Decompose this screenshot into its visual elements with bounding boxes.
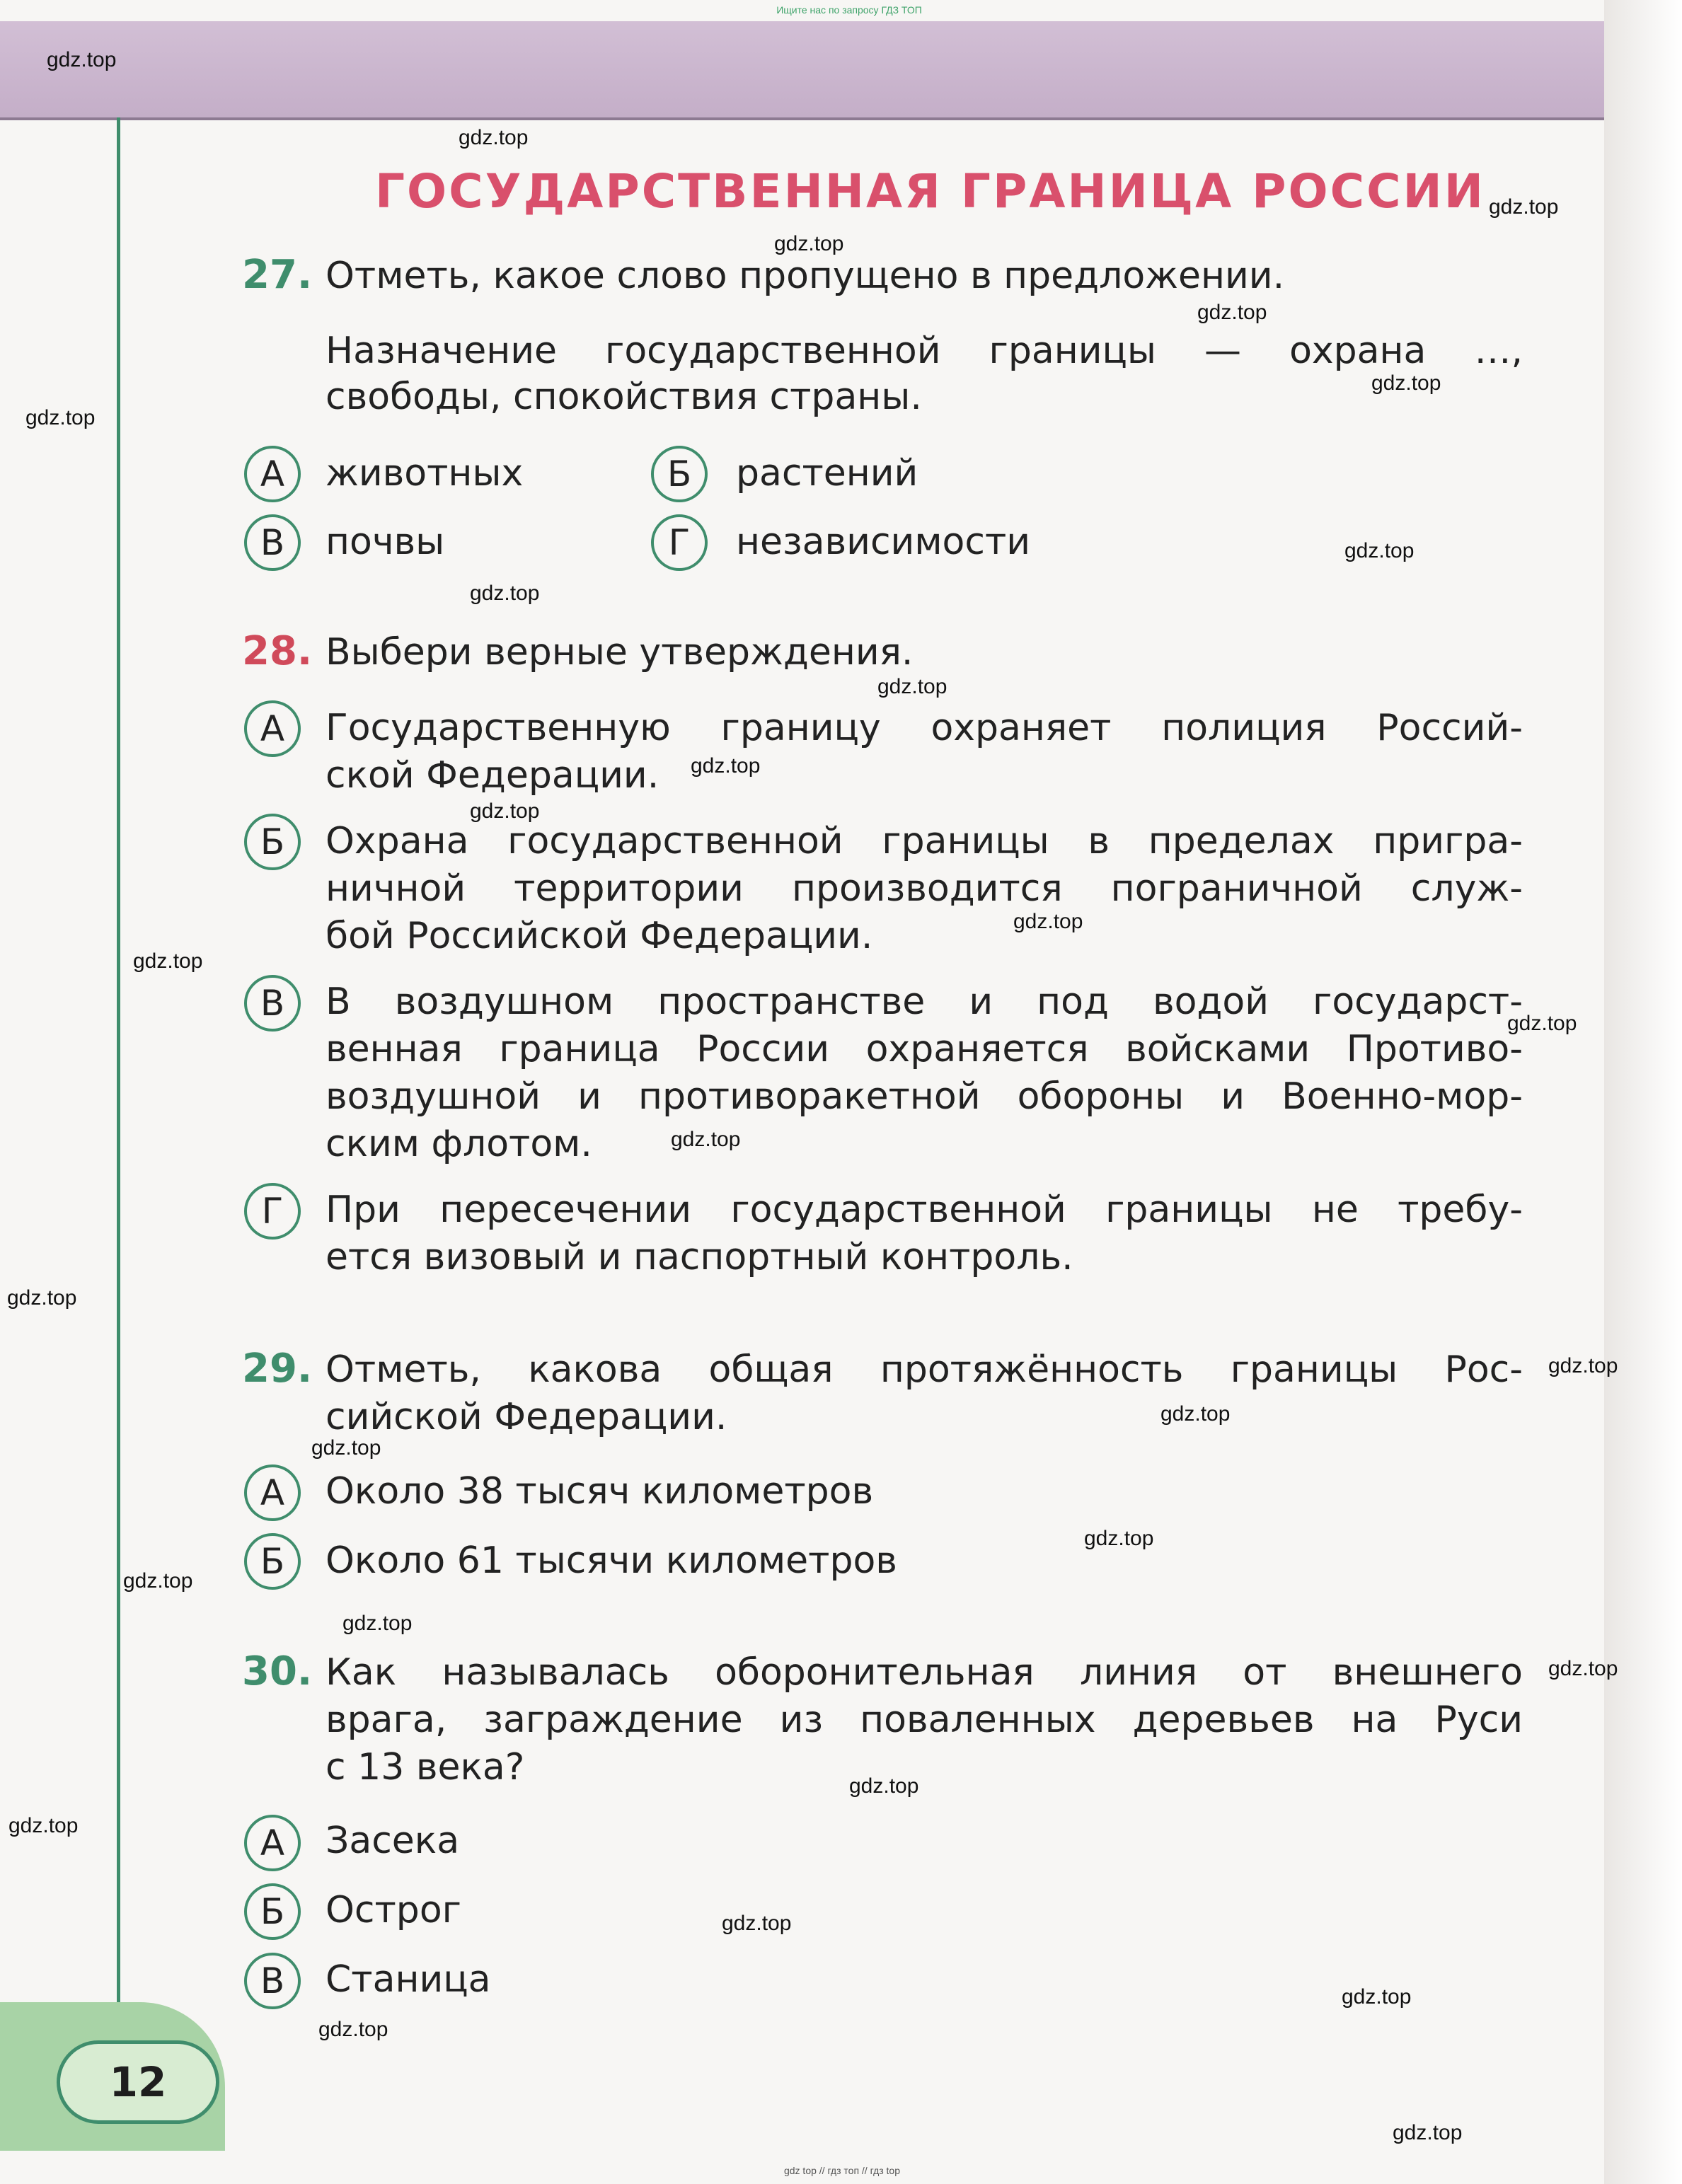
watermark: gdz.top	[1344, 539, 1415, 562]
q28-option-c-line3: воздушной и противоракетной обороны и Военно-мор-	[326, 1075, 1523, 1118]
watermark: gdz.top	[25, 406, 96, 429]
watermark: gdz.top	[1507, 1012, 1577, 1035]
q30-option-b-text: Острог	[326, 1889, 461, 1931]
watermark: gdz.top	[133, 949, 203, 973]
q27-sentence-line2: свободы, спокойствия страны.	[326, 376, 922, 418]
q28-option-c-line4: ским флотом.	[326, 1123, 592, 1165]
q30-option-c-text: Станица	[326, 1958, 491, 2001]
q28-option-d-line2: ется визовый и паспортный контроль.	[326, 1236, 1073, 1278]
watermark: gdz.top	[123, 1569, 193, 1593]
header-band	[0, 21, 1606, 120]
top-note: Ищите нас по запросу ГДЗ ТОП	[776, 4, 922, 16]
q28-option-a-line2: ской Федерации.	[326, 754, 659, 797]
watermark: gdz.top	[722, 1912, 792, 1935]
q27-sentence-line1: Назначение государственной границы — охрана …,	[326, 330, 1523, 372]
watermark: gdz.top	[47, 48, 117, 71]
watermark: gdz.top	[7, 1286, 77, 1310]
watermark: gdz.top	[849, 1774, 919, 1798]
watermark: gdz.top	[311, 1436, 381, 1460]
watermark: gdz.top	[470, 799, 540, 823]
watermark: gdz.top	[1548, 1657, 1618, 1680]
watermark: gdz.top	[470, 582, 540, 605]
q29-option-a-text: Около 38 тысяч километров	[326, 1470, 874, 1513]
q28-option-b-circle[interactable]: Б	[244, 814, 301, 870]
q27-option-a-circle[interactable]: А	[244, 446, 301, 502]
q30-option-c-circle[interactable]: В	[244, 1953, 301, 2009]
page-title: ГОСУДАРСТВЕННАЯ ГРАНИЦА РОССИИ	[375, 164, 1486, 219]
q28-option-d-circle[interactable]: Г	[244, 1183, 301, 1240]
watermark: gdz.top	[774, 232, 844, 255]
watermark: gdz.top	[1371, 371, 1441, 395]
watermark: gdz.top	[1084, 1527, 1154, 1550]
q30-option-a-circle[interactable]: А	[244, 1815, 301, 1871]
watermark: gdz.top	[318, 2018, 388, 2041]
q28-prompt: Выбери верные утверждения.	[326, 631, 914, 674]
q27-option-d-circle[interactable]: Г	[651, 514, 708, 571]
watermark: gdz.top	[877, 675, 947, 698]
watermark: gdz.top	[1342, 1985, 1412, 2009]
q28-option-a-circle[interactable]: А	[244, 700, 301, 757]
watermark: gdz.top	[8, 1814, 79, 1837]
q29-option-b-circle[interactable]: Б	[244, 1533, 301, 1590]
q28-option-b-line1: Охрана государственной границы в пределах пригра-	[326, 820, 1523, 862]
q28-option-c-line2: венная граница России охраняется войсками Противо-	[326, 1028, 1523, 1070]
watermark: gdz.top	[1393, 2121, 1463, 2144]
q27-option-b-circle[interactable]: Б	[651, 446, 708, 502]
q27-option-b-text: растений	[736, 452, 918, 495]
q28-option-c-circle[interactable]: В	[244, 975, 301, 1032]
watermark: gdz.top	[1013, 910, 1083, 933]
bottom-note: gdz top // гдз топ // гдз top	[783, 2165, 901, 2176]
q27-option-a-text: животных	[326, 452, 524, 495]
q28-option-a-line1: Государственную границу охраняет полиция Россий-	[326, 707, 1523, 749]
q30-prompt-line2: врага, заграждение из поваленных деревьев на Руси	[326, 1699, 1523, 1741]
q29-number: 29.	[242, 1346, 313, 1392]
watermark: gdz.top	[1160, 1402, 1231, 1426]
q29-option-b-text: Около 61 тысячи километров	[326, 1539, 897, 1582]
q28-option-b-line3: бой Российской Федерации.	[326, 915, 873, 957]
q28-option-c-line1: В воздушном пространстве и под водой государст-	[326, 981, 1523, 1023]
q27-option-c-circle[interactable]: В	[244, 514, 301, 571]
q27-option-d-text: независимости	[736, 521, 1031, 563]
q28-option-d-line1: При пересечении государственной границы не требу-	[326, 1189, 1523, 1231]
q27-number: 27.	[242, 252, 313, 298]
watermark: gdz.top	[1548, 1354, 1618, 1377]
q28-option-b-line2: ничной территории производится пограничной служ-	[326, 867, 1523, 910]
q28-number: 28.	[242, 628, 313, 674]
q30-number: 30.	[242, 1648, 313, 1694]
q30-option-b-circle[interactable]: Б	[244, 1883, 301, 1940]
watermark: gdz.top	[691, 754, 761, 778]
watermark: gdz.top	[671, 1128, 741, 1151]
q27-prompt: Отметь, какое слово пропущено в предложении.	[326, 255, 1285, 297]
watermark: gdz.top	[1489, 195, 1559, 219]
page-number: 12	[57, 2040, 219, 2124]
q30-prompt-line1: Как называлась оборонительная линия от внешнего	[326, 1651, 1523, 1694]
q29-option-a-circle[interactable]: А	[244, 1464, 301, 1521]
q29-prompt-line1: Отметь, какова общая протяжённость границы Рос-	[326, 1348, 1523, 1391]
q30-prompt-line3: с 13 века?	[326, 1746, 525, 1789]
watermark: gdz.top	[459, 126, 529, 149]
q27-option-c-text: почвы	[326, 521, 445, 563]
page-edge-shadow	[1604, 0, 1682, 2184]
margin-line	[117, 117, 120, 2056]
q29-prompt-line2: сийской Федерации.	[326, 1396, 727, 1438]
watermark: gdz.top	[342, 1612, 413, 1635]
watermark: gdz.top	[1197, 301, 1267, 324]
q30-option-a-text: Засека	[326, 1820, 460, 1862]
